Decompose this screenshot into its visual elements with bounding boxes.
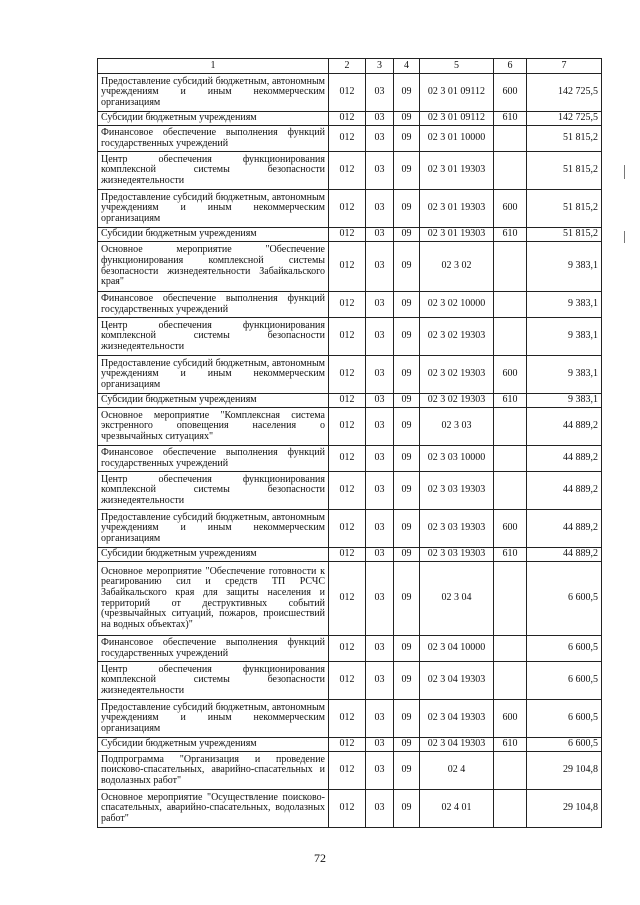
row-value-cell: 09 [394, 356, 420, 394]
row-value-cell: 09 [394, 408, 420, 446]
row-value-cell: 6 600,5 [527, 738, 602, 752]
row-value-cell: 6 600,5 [527, 636, 602, 662]
row-value-cell: 6 600,5 [527, 700, 602, 738]
row-value-cell: 012 [329, 510, 366, 548]
row-value-cell: 012 [329, 662, 366, 700]
row-value-cell: 09 [394, 752, 420, 790]
row-value-cell: 03 [366, 510, 394, 548]
row-value-cell: 9 383,1 [527, 242, 602, 292]
row-value-cell: 51 815,2 [527, 126, 602, 152]
row-value-cell [494, 562, 527, 636]
row-name-cell: Финансовое обеспечение выполнения функций государственных учреждений [98, 446, 329, 472]
row-value-cell: 02 3 01 10000 [420, 126, 494, 152]
row-value-cell: 03 [366, 562, 394, 636]
table-row [98, 510, 602, 548]
row-value-cell: 03 [366, 790, 394, 828]
row-value-cell: 09 [394, 242, 420, 292]
row-name-cell: Центр обеспечения функционирования комплексной системы безопасности жизнедеятельности [98, 152, 329, 190]
row-value-cell: 02 3 03 19303 [420, 510, 494, 548]
row-value-cell: 6 600,5 [527, 562, 602, 636]
row-name-cell: Субсидии бюджетным учреждениям [98, 738, 329, 752]
row-value-cell: 142 725,5 [527, 74, 602, 112]
row-value-cell: 09 [394, 292, 420, 318]
table-row [98, 790, 602, 828]
row-value-cell: 02 4 01 [420, 790, 494, 828]
row-value-cell: 610 [494, 548, 527, 562]
table-row [98, 126, 602, 152]
row-value-cell: 012 [329, 548, 366, 562]
row-name-cell: Центр обеспечения функционирования комплексной системы безопасности жизнедеятельности [98, 472, 329, 510]
row-value-cell: 03 [366, 126, 394, 152]
row-value-cell: 012 [329, 446, 366, 472]
row-value-cell: 09 [394, 318, 420, 356]
budget-table [97, 58, 602, 828]
table-row [98, 190, 602, 228]
row-value-cell: 09 [394, 738, 420, 752]
table-row [98, 408, 602, 446]
row-value-cell: 09 [394, 394, 420, 408]
row-value-cell [494, 662, 527, 700]
row-value-cell: 09 [394, 790, 420, 828]
row-name-cell: Субсидии бюджетным учреждениям [98, 394, 329, 408]
row-value-cell: 02 4 [420, 752, 494, 790]
row-value-cell: 03 [366, 738, 394, 752]
header-cell: 5 [420, 59, 494, 74]
table-row [98, 242, 602, 292]
header-cell: 6 [494, 59, 527, 74]
row-value-cell: 012 [329, 152, 366, 190]
table-row [98, 152, 602, 190]
row-value-cell: 9 383,1 [527, 356, 602, 394]
row-value-cell: 02 3 04 10000 [420, 636, 494, 662]
row-value-cell: 44 889,2 [527, 510, 602, 548]
row-value-cell: 03 [366, 446, 394, 472]
row-value-cell: 02 3 01 09112 [420, 74, 494, 112]
table-row [98, 356, 602, 394]
row-value-cell: 02 3 04 19303 [420, 662, 494, 700]
table-row [98, 446, 602, 472]
row-name-cell: Предоставление субсидий бюджетным, автономным учреждениям и иным некоммерческим организациям [98, 356, 329, 394]
row-name-cell: Предоставление субсидий бюджетным, автономным учреждениям и иным некоммерческим организациям [98, 510, 329, 548]
row-value-cell: 29 104,8 [527, 752, 602, 790]
row-value-cell: 012 [329, 292, 366, 318]
row-value-cell: 03 [366, 408, 394, 446]
row-value-cell: 02 3 04 [420, 562, 494, 636]
row-value-cell: 012 [329, 228, 366, 242]
row-value-cell: 03 [366, 356, 394, 394]
row-name-cell: Финансовое обеспечение выполнения функций государственных учреждений [98, 126, 329, 152]
row-value-cell: 012 [329, 790, 366, 828]
row-value-cell: 02 3 03 [420, 408, 494, 446]
row-value-cell: 610 [494, 228, 527, 242]
table-row [98, 292, 602, 318]
row-value-cell: 6 600,5 [527, 662, 602, 700]
margin-mark [624, 231, 625, 243]
row-value-cell: 02 3 01 19303 [420, 190, 494, 228]
row-value-cell: 09 [394, 446, 420, 472]
row-value-cell: 03 [366, 190, 394, 228]
row-value-cell: 03 [366, 242, 394, 292]
row-value-cell: 012 [329, 700, 366, 738]
row-value-cell [494, 152, 527, 190]
row-name-cell: Центр обеспечения функционирования комплексной системы безопасности жизнедеятельности [98, 662, 329, 700]
row-value-cell: 03 [366, 292, 394, 318]
row-value-cell [494, 752, 527, 790]
row-value-cell: 09 [394, 700, 420, 738]
row-value-cell: 02 3 02 19303 [420, 356, 494, 394]
row-value-cell: 012 [329, 394, 366, 408]
table-row [98, 752, 602, 790]
row-value-cell: 02 3 04 19303 [420, 700, 494, 738]
page-number: 72 [314, 851, 326, 865]
table-row [98, 700, 602, 738]
row-value-cell: 09 [394, 562, 420, 636]
row-name-cell: Финансовое обеспечение выполнения функций государственных учреждений [98, 292, 329, 318]
row-name-cell: Предоставление субсидий бюджетным, автономным учреждениям и иным некоммерческим организациям [98, 190, 329, 228]
table-row [98, 112, 602, 126]
row-value-cell [494, 242, 527, 292]
row-value-cell: 012 [329, 318, 366, 356]
row-name-cell: Предоставление субсидий бюджетным, автономным учреждениям и иным некоммерческим организациям [98, 74, 329, 112]
row-value-cell: 9 383,1 [527, 318, 602, 356]
row-value-cell: 51 815,2 [527, 228, 602, 242]
row-value-cell: 03 [366, 228, 394, 242]
row-value-cell: 09 [394, 228, 420, 242]
row-name-cell: Основное мероприятие "Обеспечение функционирования комплексной системы безопасности жизнедеятельности Забайкальского края" [98, 242, 329, 292]
row-name-cell: Субсидии бюджетным учреждениям [98, 112, 329, 126]
row-value-cell: 610 [494, 738, 527, 752]
row-value-cell: 012 [329, 356, 366, 394]
row-value-cell: 09 [394, 548, 420, 562]
row-value-cell: 03 [366, 152, 394, 190]
row-value-cell [494, 472, 527, 510]
margin-mark [624, 165, 625, 179]
row-value-cell: 142 725,5 [527, 112, 602, 126]
row-value-cell: 02 3 03 10000 [420, 446, 494, 472]
row-value-cell: 012 [329, 472, 366, 510]
header-cell: 3 [366, 59, 394, 74]
row-value-cell: 09 [394, 74, 420, 112]
table-row [98, 548, 602, 562]
row-value-cell: 02 3 04 19303 [420, 738, 494, 752]
row-value-cell: 03 [366, 318, 394, 356]
row-name-cell: Субсидии бюджетным учреждениям [98, 228, 329, 242]
header-cell: 4 [394, 59, 420, 74]
row-value-cell: 03 [366, 548, 394, 562]
row-value-cell: 44 889,2 [527, 548, 602, 562]
row-value-cell: 02 3 01 19303 [420, 152, 494, 190]
header-cell: 2 [329, 59, 366, 74]
row-value-cell [494, 126, 527, 152]
row-value-cell: 03 [366, 74, 394, 112]
row-name-cell: Субсидии бюджетным учреждениям [98, 548, 329, 562]
row-value-cell: 600 [494, 356, 527, 394]
row-value-cell: 44 889,2 [527, 408, 602, 446]
row-value-cell: 012 [329, 636, 366, 662]
row-value-cell: 012 [329, 190, 366, 228]
row-value-cell: 9 383,1 [527, 394, 602, 408]
table-header-row [98, 59, 602, 74]
table-row [98, 738, 602, 752]
row-value-cell: 29 104,8 [527, 790, 602, 828]
row-value-cell: 44 889,2 [527, 446, 602, 472]
row-value-cell: 610 [494, 112, 527, 126]
row-value-cell: 03 [366, 700, 394, 738]
header-cell: 1 [98, 59, 329, 74]
table-row [98, 394, 602, 408]
row-value-cell: 600 [494, 74, 527, 112]
row-value-cell: 09 [394, 472, 420, 510]
row-value-cell [494, 292, 527, 318]
table-row [98, 562, 602, 636]
row-value-cell: 012 [329, 112, 366, 126]
row-name-cell: Подпрограмма "Организация и проведение поисково-спасательных, аварийно-спасательных и водолазных работ" [98, 752, 329, 790]
row-value-cell: 600 [494, 510, 527, 548]
row-value-cell: 02 3 02 19303 [420, 394, 494, 408]
row-name-cell: Основное мероприятие "Осуществление поисково-спасательных, аварийно-спасательных, водолазных работ" [98, 790, 329, 828]
row-name-cell: Основное мероприятие "Обеспечение готовности к реагированию сил и средств ТП РСЧС Забайкальского края для защиты населения и территорий от деструктивных событий (чрезвычайных ситуаций, пожаров, происшествий на водных объектах)" [98, 562, 329, 636]
row-value-cell: 09 [394, 510, 420, 548]
row-value-cell: 03 [366, 394, 394, 408]
row-value-cell: 610 [494, 394, 527, 408]
row-value-cell: 600 [494, 700, 527, 738]
row-value-cell: 012 [329, 74, 366, 112]
row-value-cell: 51 815,2 [527, 152, 602, 190]
row-value-cell: 012 [329, 242, 366, 292]
row-value-cell: 012 [329, 752, 366, 790]
table-row [98, 472, 602, 510]
row-value-cell: 51 815,2 [527, 190, 602, 228]
row-value-cell: 03 [366, 636, 394, 662]
row-value-cell: 03 [366, 472, 394, 510]
row-name-cell: Центр обеспечения функционирования комплексной системы безопасности жизнедеятельности [98, 318, 329, 356]
row-value-cell: 02 3 01 19303 [420, 228, 494, 242]
row-value-cell [494, 790, 527, 828]
table-row [98, 74, 602, 112]
row-value-cell: 09 [394, 190, 420, 228]
row-value-cell: 03 [366, 112, 394, 126]
row-value-cell: 09 [394, 636, 420, 662]
table-row [98, 228, 602, 242]
row-value-cell: 44 889,2 [527, 472, 602, 510]
row-value-cell: 09 [394, 112, 420, 126]
row-value-cell: 012 [329, 408, 366, 446]
row-value-cell: 02 3 01 09112 [420, 112, 494, 126]
row-value-cell: 02 3 02 19303 [420, 318, 494, 356]
row-value-cell: 03 [366, 752, 394, 790]
row-value-cell: 02 3 02 10000 [420, 292, 494, 318]
row-value-cell: 09 [394, 152, 420, 190]
row-value-cell: 012 [329, 126, 366, 152]
table-row [98, 318, 602, 356]
row-value-cell: 02 3 03 19303 [420, 548, 494, 562]
row-value-cell [494, 636, 527, 662]
row-value-cell: 09 [394, 662, 420, 700]
header-cell: 7 [527, 59, 602, 74]
row-value-cell: 600 [494, 190, 527, 228]
table-row [98, 636, 602, 662]
row-value-cell: 9 383,1 [527, 292, 602, 318]
row-name-cell: Финансовое обеспечение выполнения функций государственных учреждений [98, 636, 329, 662]
row-value-cell: 03 [366, 662, 394, 700]
table-row [98, 662, 602, 700]
row-name-cell: Основное мероприятие "Комплексная система экстренного оповещения населения о чрезвычайных ситуациях" [98, 408, 329, 446]
row-value-cell: 02 3 03 19303 [420, 472, 494, 510]
row-value-cell: 012 [329, 562, 366, 636]
row-name-cell: Предоставление субсидий бюджетным, автономным учреждениям и иным некоммерческим организациям [98, 700, 329, 738]
row-value-cell [494, 318, 527, 356]
row-value-cell [494, 408, 527, 446]
row-value-cell [494, 446, 527, 472]
row-value-cell: 012 [329, 738, 366, 752]
row-value-cell: 09 [394, 126, 420, 152]
row-value-cell: 02 3 02 [420, 242, 494, 292]
